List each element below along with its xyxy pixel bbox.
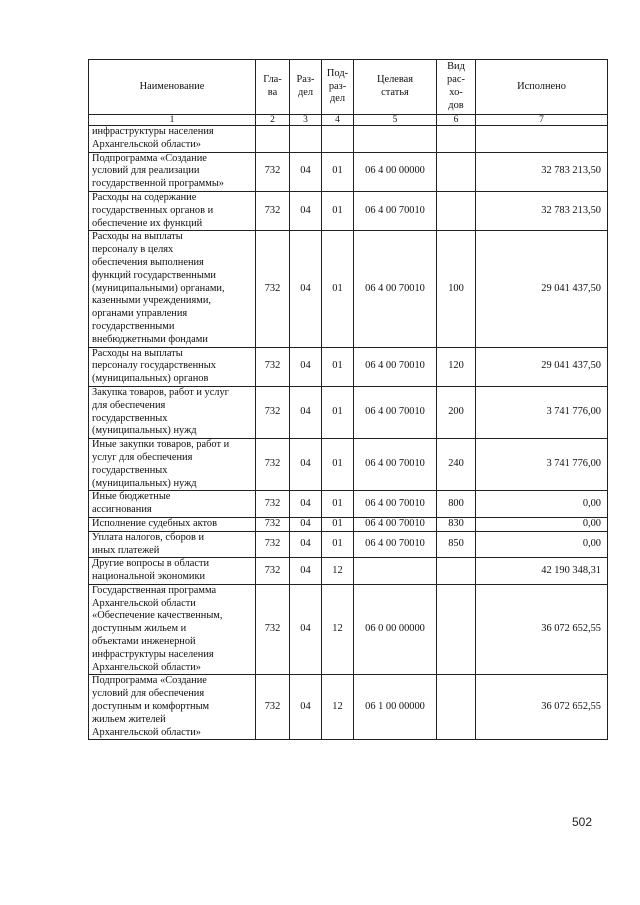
row-expense-type-text: 100 — [448, 282, 464, 294]
row-subsection-text: 01 — [332, 165, 343, 177]
row-subsection — [322, 386, 354, 438]
row-section-text: 04 — [300, 538, 311, 550]
row-name — [89, 675, 256, 740]
row-subsection — [322, 558, 354, 585]
row-target — [354, 675, 437, 740]
row-target — [354, 558, 437, 585]
row-name-text: Другие вопросы в области национальной экономики — [92, 558, 210, 583]
row-section — [290, 191, 322, 230]
row-target-text: 06 4 00 70010 — [365, 360, 425, 372]
row-target-text: 06 4 00 70010 — [365, 497, 425, 509]
row-subsection-text: 01 — [332, 517, 343, 529]
column-number: 4 — [322, 115, 354, 126]
row-subsection — [322, 347, 354, 386]
header-section: Раз- дел — [290, 60, 322, 115]
row-name — [89, 558, 256, 585]
table-row — [89, 152, 608, 191]
row-chapter — [256, 439, 290, 491]
row-subsection — [322, 584, 354, 675]
column-number: 6 — [437, 115, 476, 126]
row-target — [354, 439, 437, 491]
row-amount — [476, 517, 608, 531]
row-subsection — [322, 126, 354, 153]
row-target-text: 06 4 00 70010 — [365, 458, 425, 470]
column-number: 1 — [89, 115, 256, 126]
row-subsection — [322, 152, 354, 191]
row-chapter-text: 732 — [264, 165, 281, 177]
row-chapter-text: 732 — [264, 282, 281, 294]
row-expense-type — [437, 491, 476, 518]
row-name — [89, 152, 256, 191]
row-name — [89, 439, 256, 491]
row-name-text: Подпрограмма «Создание условий для обеспечения доступным и комфортным жильем жителей Архангельской области» — [92, 675, 210, 738]
table-row — [89, 584, 608, 675]
column-number: 3 — [290, 115, 322, 126]
row-section — [290, 558, 322, 585]
row-target-text: 06 0 00 00000 — [365, 623, 425, 635]
row-chapter — [256, 531, 290, 558]
row-chapter — [256, 347, 290, 386]
row-target — [354, 347, 437, 386]
row-section — [290, 152, 322, 191]
row-name-text: Подпрограмма «Создание условий для реализации государственной программы» — [92, 152, 224, 190]
row-section-text: 04 — [300, 360, 311, 372]
row-amount — [476, 347, 608, 386]
row-amount — [476, 126, 608, 153]
row-section — [290, 386, 322, 438]
row-name-text: Расходы на выплаты персоналу государственных (муниципальных) органов — [92, 347, 216, 385]
row-section — [290, 347, 322, 386]
table-row — [89, 231, 608, 347]
row-section — [290, 517, 322, 531]
row-target-text: 06 4 00 70010 — [365, 406, 425, 418]
header-row — [89, 60, 608, 115]
row-expense-type — [437, 584, 476, 675]
row-chapter-text: 732 — [264, 458, 281, 470]
row-name-text: Уплата налогов, сборов и иных платежей — [92, 531, 205, 556]
row-name-text: Исполнение судебных актов — [92, 517, 217, 529]
row-subsection-text: 01 — [332, 282, 343, 294]
table-row — [89, 517, 608, 531]
row-expense-type — [437, 675, 476, 740]
row-expense-type — [437, 126, 476, 153]
row-chapter — [256, 675, 290, 740]
row-name-text: Расходы на содержание государственных органов и обеспечение их функций — [92, 191, 214, 229]
row-subsection — [322, 191, 354, 230]
header-amount: Исполнено — [476, 60, 608, 115]
row-target — [354, 531, 437, 558]
table-row — [89, 347, 608, 386]
row-name — [89, 231, 256, 347]
row-chapter-text: 732 — [264, 564, 281, 576]
row-target — [354, 191, 437, 230]
table-row — [89, 491, 608, 518]
row-chapter — [256, 126, 290, 153]
row-amount — [476, 675, 608, 740]
row-name — [89, 584, 256, 675]
row-name-text: Иные бюджетные ассигнования — [92, 491, 171, 516]
row-subsection — [322, 491, 354, 518]
header-subsection: Под- раз- дел — [322, 60, 354, 115]
row-amount-text: 42 190 348,31 — [541, 564, 601, 576]
row-name — [89, 347, 256, 386]
row-subsection-text: 12 — [332, 623, 343, 635]
row-amount — [476, 491, 608, 518]
row-chapter — [256, 517, 290, 531]
row-subsection — [322, 675, 354, 740]
row-name — [89, 386, 256, 438]
row-section-text: 04 — [300, 564, 311, 576]
row-amount — [476, 152, 608, 191]
column-number: 7 — [476, 115, 608, 126]
row-chapter — [256, 231, 290, 347]
row-amount-text: 32 783 213,50 — [541, 165, 601, 177]
row-subsection-text: 01 — [332, 204, 343, 216]
row-chapter-text: 732 — [264, 406, 281, 418]
column-number: 5 — [354, 115, 437, 126]
row-expense-type-text: 830 — [448, 517, 464, 529]
row-name-text: Расходы на выплаты персоналу в целях обеспечения выполнения функций государственными (муниципальными) органами, казенными учреждениями, органами управления государственными внебюджетными фондами — [92, 231, 225, 345]
row-section-text: 04 — [300, 623, 311, 635]
table-row — [89, 675, 608, 740]
header-expense-type: Вид рас- хо- дов — [437, 60, 476, 115]
table-row — [89, 558, 608, 585]
table-body — [89, 126, 608, 740]
page-number: 502 — [572, 815, 593, 829]
table-row — [89, 531, 608, 558]
row-amount-text: 0,00 — [582, 497, 601, 509]
row-expense-type — [437, 531, 476, 558]
row-section-text: 04 — [300, 165, 311, 177]
row-amount — [476, 531, 608, 558]
table-row — [89, 439, 608, 491]
row-amount — [476, 191, 608, 230]
budget-table — [88, 59, 608, 740]
row-subsection — [322, 531, 354, 558]
row-target — [354, 152, 437, 191]
row-chapter-text: 732 — [264, 497, 281, 509]
row-subsection-text: 01 — [332, 538, 343, 550]
row-expense-type — [437, 231, 476, 347]
row-name — [89, 491, 256, 518]
row-section-text: 04 — [300, 204, 311, 216]
row-section — [290, 531, 322, 558]
row-expense-type-text: 200 — [448, 406, 464, 418]
row-name — [89, 126, 256, 153]
row-subsection — [322, 231, 354, 347]
row-chapter — [256, 558, 290, 585]
row-expense-type — [437, 439, 476, 491]
row-chapter — [256, 584, 290, 675]
column-number: 2 — [256, 115, 290, 126]
row-amount-text: 0,00 — [582, 517, 601, 529]
row-chapter — [256, 386, 290, 438]
row-subsection — [322, 439, 354, 491]
table-row — [89, 126, 608, 153]
header-target: Целевая статья — [354, 60, 437, 115]
row-target — [354, 386, 437, 438]
row-expense-type — [437, 152, 476, 191]
row-expense-type-text: 800 — [448, 497, 464, 509]
table-row — [89, 191, 608, 230]
row-amount-text: 29 041 437,50 — [541, 282, 601, 294]
row-expense-type-text: 120 — [448, 360, 464, 372]
row-chapter-text: 732 — [264, 538, 281, 550]
row-chapter-text: 732 — [264, 701, 281, 713]
row-chapter — [256, 491, 290, 518]
row-section-text: 04 — [300, 517, 311, 529]
row-subsection-text: 01 — [332, 497, 343, 509]
row-target-text: 06 4 00 70010 — [365, 204, 425, 216]
row-subsection-text: 01 — [332, 406, 343, 418]
row-section-text: 04 — [300, 282, 311, 294]
row-expense-type — [437, 347, 476, 386]
row-target — [354, 584, 437, 675]
row-name — [89, 191, 256, 230]
row-name-text: инфраструктуры населения Архангельской области» — [92, 126, 214, 150]
row-target — [354, 231, 437, 347]
row-target-text: 06 1 00 00000 — [365, 701, 425, 713]
row-amount — [476, 231, 608, 347]
row-name-text: Иные закупки товаров, работ и услуг для обеспечения государственных (муниципальных) нужд — [92, 439, 230, 489]
row-expense-type — [437, 191, 476, 230]
row-section-text: 04 — [300, 406, 311, 418]
row-amount-text: 29 041 437,50 — [541, 360, 601, 372]
row-amount — [476, 584, 608, 675]
row-amount-text: 36 072 652,55 — [541, 623, 601, 635]
header-chapter: Гла- ва — [256, 60, 290, 115]
column-number-row — [89, 115, 608, 126]
row-target-text: 06 4 00 70010 — [365, 517, 425, 529]
row-expense-type — [437, 517, 476, 531]
row-subsection-text: 01 — [332, 458, 343, 470]
row-chapter-text: 732 — [264, 623, 281, 635]
row-section — [290, 491, 322, 518]
row-amount — [476, 386, 608, 438]
row-name — [89, 517, 256, 531]
row-subsection-text: 01 — [332, 360, 343, 372]
row-section — [290, 126, 322, 153]
row-amount — [476, 558, 608, 585]
row-target-text: 06 4 00 00000 — [365, 165, 425, 177]
row-section-text: 04 — [300, 458, 311, 470]
row-expense-type-text: 850 — [448, 538, 464, 550]
row-subsection-text: 12 — [332, 701, 343, 713]
row-target — [354, 126, 437, 153]
row-expense-type — [437, 558, 476, 585]
row-section — [290, 675, 322, 740]
table-row — [89, 386, 608, 438]
row-section — [290, 231, 322, 347]
row-chapter-text: 732 — [264, 360, 281, 372]
row-target-text: 06 4 00 70010 — [365, 282, 425, 294]
row-amount-text: 3 741 776,00 — [546, 406, 601, 418]
row-section-text: 04 — [300, 701, 311, 713]
row-subsection-text: 12 — [332, 564, 343, 576]
header-name: Наименование — [89, 60, 256, 115]
row-section — [290, 439, 322, 491]
row-target — [354, 491, 437, 518]
row-amount-text: 3 741 776,00 — [546, 458, 601, 470]
row-chapter-text: 732 — [264, 204, 281, 216]
row-target-text: 06 4 00 70010 — [365, 538, 425, 550]
row-amount-text: 0,00 — [582, 538, 601, 550]
row-amount-text: 32 783 213,50 — [541, 204, 601, 216]
row-amount — [476, 439, 608, 491]
row-name — [89, 531, 256, 558]
row-section — [290, 584, 322, 675]
row-amount-text: 36 072 652,55 — [541, 701, 601, 713]
row-target — [354, 517, 437, 531]
row-name-text: Государственная программа Архангельской области «Обеспечение качественным, доступным жильем и объектами инженерной инфраструктуры населения Архангельской области» — [92, 584, 223, 673]
row-chapter-text: 732 — [264, 517, 281, 529]
row-expense-type — [437, 386, 476, 438]
row-name-text: Закупка товаров, работ и услуг для обеспечения государственных (муниципальных) нужд — [92, 386, 229, 437]
row-expense-type-text: 240 — [448, 458, 464, 470]
row-section-text: 04 — [300, 497, 311, 509]
row-chapter — [256, 152, 290, 191]
row-subsection — [322, 517, 354, 531]
row-chapter — [256, 191, 290, 230]
